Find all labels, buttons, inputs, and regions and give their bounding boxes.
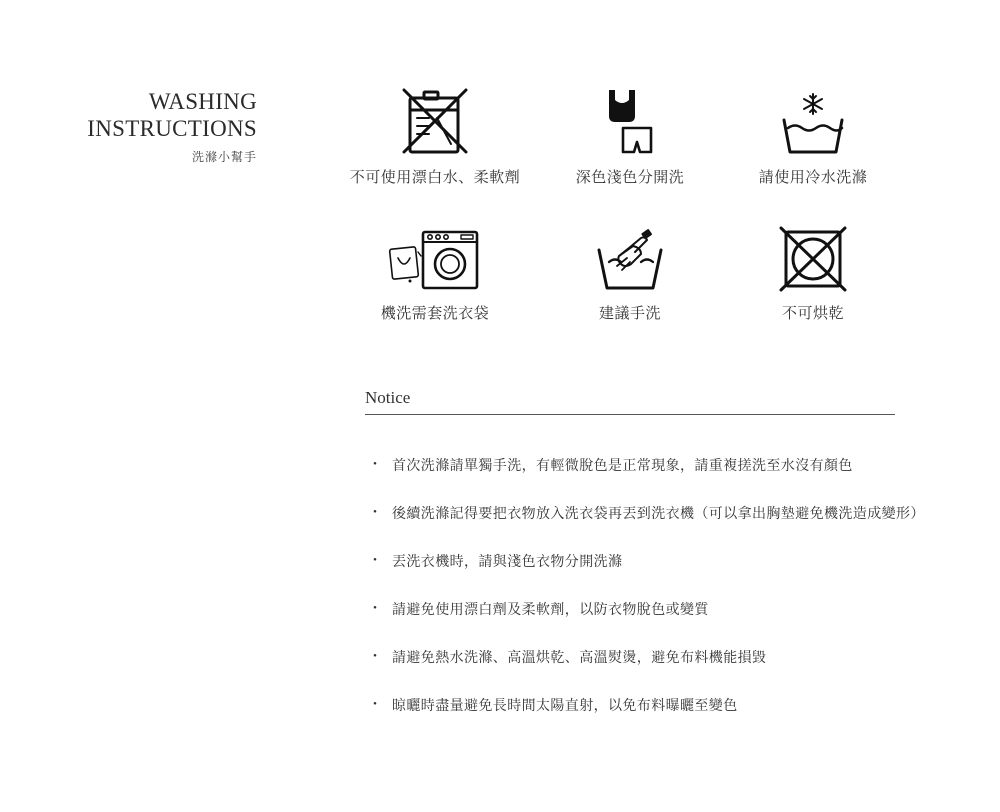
notice-text: 後續洗滌記得要把衣物放入洗衣袋再丟到洗衣機（可以拿出胸墊避免機洗造成變形）: [392, 506, 925, 522]
no-bleach-softener-icon: [400, 86, 470, 156]
hand-wash-icon: [595, 226, 665, 292]
cold-wash-icon: [778, 86, 848, 156]
laundry-bag-machine-icon: [385, 226, 485, 292]
bullet: ・: [368, 553, 383, 569]
bullet: ・: [368, 457, 383, 473]
notice-text: 請避免熱水洗滌、高溫烘乾、高溫熨燙，避免布料機能損毀: [392, 650, 767, 666]
bullet: ・: [368, 601, 383, 617]
page-title-line2: INSTRUCTIONS: [87, 116, 257, 141]
title-block: [40, 88, 257, 165]
care-label: 機洗需套洗衣袋: [380, 304, 490, 322]
notice-text: 晾曬時盡量避免長時間太陽直射，以免布料曝曬至變色: [392, 698, 738, 714]
notice-divider: [365, 414, 895, 415]
bullet: ・: [368, 649, 383, 665]
care-item-cold-wash: [723, 86, 903, 187]
notice-text: 請避免使用漂白劑及柔軟劑，以防衣物脫色或變質: [392, 602, 709, 618]
bullet: ・: [368, 505, 383, 521]
notice-heading: Notice: [365, 388, 411, 407]
page-title-line1: WASHING: [148, 89, 257, 114]
notice-text: 首次洗滌請單獨手洗，有輕微脫色是正常現象，請重複搓洗至水沒有顏色: [392, 458, 853, 474]
care-item-no-bleach: [345, 86, 525, 187]
care-label: 不可使用漂白水、柔軟劑: [349, 168, 521, 186]
notice-text: 丟洗衣機時，請與淺色衣物分開洗滌: [392, 554, 623, 570]
page-subtitle: 洗滌小幫手: [191, 150, 257, 164]
care-item-separate-colors: [540, 86, 720, 187]
no-tumble-dry-icon: [778, 226, 848, 292]
care-label: 請使用冷水洗滌: [758, 168, 868, 186]
bullet: ・: [368, 697, 383, 713]
care-item-no-tumble-dry: [723, 226, 903, 323]
care-label: 深色淺色分開洗: [575, 168, 685, 186]
separate-colors-icon: [595, 86, 665, 156]
care-item-hand-wash: [540, 226, 720, 323]
care-label: 建議手洗: [598, 304, 661, 322]
care-label: 不可烘乾: [781, 304, 844, 322]
care-item-laundry-bag: [345, 226, 525, 323]
